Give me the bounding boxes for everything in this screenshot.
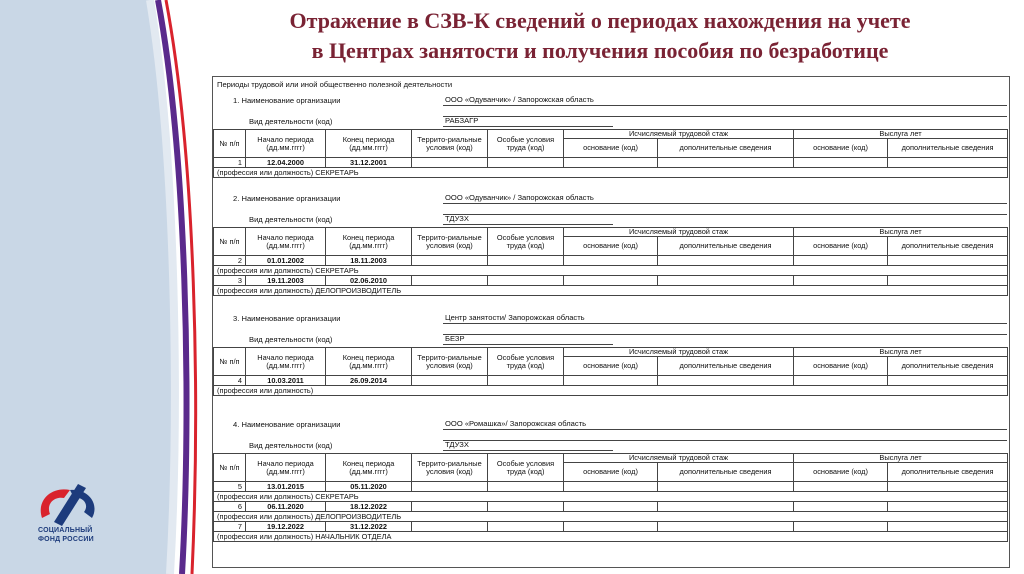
profession-cell (214, 168, 1008, 178)
profession-label: (профессия или должность) (217, 265, 314, 275)
header-basis: основание (код) (564, 463, 658, 482)
row-number: 4 (214, 376, 246, 386)
page-title-line2: в Центрах занятости и получения пособия по безработице (311, 38, 889, 63)
period-start: 19.11.2003 (246, 276, 326, 286)
org-name-value: ООО «Одуванчик» / Запорожская область (445, 193, 594, 202)
profession-cell (214, 286, 1008, 296)
header-num: № п/п (214, 348, 246, 376)
header-end: Конец периода (дд.мм.гггг) (326, 130, 412, 158)
profession-label: (профессия или должность) (217, 491, 314, 501)
empty-cell (658, 482, 794, 492)
period-end: 31.12.2001 (326, 158, 412, 168)
profession-cell (214, 386, 1008, 396)
profession-label: (профессия или должность) (217, 167, 314, 177)
period-start: 12.04.2000 (246, 158, 326, 168)
empty-cell (564, 482, 658, 492)
table-row (214, 276, 1008, 286)
header-end: Конец периода (дд.мм.гггг) (326, 454, 412, 482)
period-start: 06.11.2020 (246, 502, 326, 512)
org-label-text: Наименование организации (241, 96, 341, 105)
header-special: Особые условия труда (код) (488, 454, 564, 482)
org-name-value: ООО «Ромашка»/ Запорожская область (445, 419, 587, 428)
period-start: 01.01.2002 (246, 256, 326, 266)
header-extra-service: дополнительные сведения (888, 237, 1008, 256)
header-territory: Террито-риальные условия (код) (412, 454, 488, 482)
empty-cell (412, 522, 488, 532)
activity-label: Вид деятельности (код) (249, 441, 333, 450)
row-number: 1 (214, 158, 246, 168)
org-name-underline (443, 105, 1007, 106)
org-label-text: Наименование организации (241, 420, 341, 429)
profession-value: СЕКРЕТАРЬ (315, 491, 359, 501)
empty-cell (412, 276, 488, 286)
activity-value: ТДУЗХ (445, 214, 469, 223)
empty-cell (412, 376, 488, 386)
org-number: 3. (233, 314, 240, 323)
header-extra: дополнительные сведения (658, 357, 794, 376)
empty-cell (888, 158, 1008, 168)
header-service: Выслуга лет (794, 454, 1008, 463)
org-name-underline-2 (443, 214, 1007, 215)
profession-row (214, 286, 1008, 296)
period-end: 26.09.2014 (326, 376, 412, 386)
profession-value: ДЕЛОПРОИЗВОДИТЕЛЬ (315, 511, 402, 521)
org-name-underline (443, 203, 1007, 204)
periods-table (213, 347, 1008, 396)
table-row (214, 256, 1008, 266)
profession-row (214, 532, 1008, 542)
header-num: № п/п (214, 454, 246, 482)
activity-label: Вид деятельности (код) (249, 117, 333, 126)
empty-cell (658, 158, 794, 168)
empty-cell (412, 158, 488, 168)
org-label-text: Наименование организации (241, 194, 341, 203)
table-row (214, 376, 1008, 386)
header-calc-exp: Исчисляемый трудовой стаж (564, 454, 794, 463)
header-start: Начало периода (дд.мм.гггг) (246, 454, 326, 482)
profession-label: (профессия или должность) (217, 531, 314, 541)
row-number: 7 (214, 522, 246, 532)
profession-value: ДЕЛОПРОИЗВОДИТЕЛЬ (315, 285, 402, 295)
header-basis-service: основание (код) (794, 357, 888, 376)
empty-cell (412, 256, 488, 266)
header-num: № п/п (214, 130, 246, 158)
profession-row (214, 512, 1008, 522)
header-calc-exp: Исчисляемый трудовой стаж (564, 348, 794, 357)
header-basis: основание (код) (564, 139, 658, 158)
empty-cell (888, 256, 1008, 266)
activity-label: Вид деятельности (код) (249, 335, 333, 344)
period-end: 18.12.2022 (326, 502, 412, 512)
table-row (214, 482, 1008, 492)
empty-cell (794, 158, 888, 168)
org-name-underline-2 (443, 440, 1007, 441)
empty-cell (794, 482, 888, 492)
empty-cell (488, 158, 564, 168)
header-calc-exp: Исчисляемый трудовой стаж (564, 228, 794, 237)
szv-k-form (212, 76, 1010, 568)
page-title (185, 6, 1015, 66)
empty-cell (564, 502, 658, 512)
header-basis-service: основание (код) (794, 139, 888, 158)
empty-cell (658, 502, 794, 512)
profession-cell (214, 512, 1008, 522)
org-name-underline (443, 323, 1007, 324)
empty-cell (564, 276, 658, 286)
empty-cell (794, 256, 888, 266)
empty-cell (888, 376, 1008, 386)
header-end: Конец периода (дд.мм.гггг) (326, 348, 412, 376)
header-service: Выслуга лет (794, 348, 1008, 357)
header-basis: основание (код) (564, 237, 658, 256)
row-number: 3 (214, 276, 246, 286)
header-extra: дополнительные сведения (658, 139, 794, 158)
header-start: Начало периода (дд.мм.гггг) (246, 130, 326, 158)
profession-label: (профессия или должность) (217, 285, 314, 295)
row-number: 5 (214, 482, 246, 492)
logo-caption (38, 526, 94, 544)
empty-cell (412, 482, 488, 492)
period-start: 13.01.2015 (246, 482, 326, 492)
empty-cell (564, 158, 658, 168)
org-name-value: ООО «Одуванчик» / Запорожская область (445, 95, 594, 104)
empty-cell (658, 522, 794, 532)
header-special: Особые условия труда (код) (488, 130, 564, 158)
period-end: 18.11.2003 (326, 256, 412, 266)
empty-cell (488, 522, 564, 532)
activity-underline (443, 126, 613, 127)
logo-caption-line1: СОЦИАЛЬНЫЙ (38, 527, 93, 534)
org-label (233, 96, 340, 105)
org-name-underline (443, 429, 1007, 430)
period-end: 31.12.2022 (326, 522, 412, 532)
periods-table (213, 453, 1008, 542)
header-basis-service: основание (код) (794, 237, 888, 256)
header-territory: Террито-риальные условия (код) (412, 348, 488, 376)
empty-cell (564, 376, 658, 386)
org-label-text: Наименование организации (241, 314, 341, 323)
activity-underline (443, 344, 613, 345)
empty-cell (564, 256, 658, 266)
profession-value: НАЧАЛЬНИК ОТДЕЛА (315, 531, 392, 541)
activity-value: ТДУЗХ (445, 440, 469, 449)
empty-cell (794, 522, 888, 532)
org-number: 1. (233, 96, 240, 105)
profession-value: СЕКРЕТАРЬ (315, 167, 359, 177)
profession-cell (214, 266, 1008, 276)
header-service: Выслуга лет (794, 228, 1008, 237)
profession-cell (214, 532, 1008, 542)
org-name-value: Центр занятости/ Запорожская область (445, 313, 585, 322)
empty-cell (658, 376, 794, 386)
activity-label: Вид деятельности (код) (249, 215, 333, 224)
empty-cell (794, 502, 888, 512)
header-extra: дополнительные сведения (658, 237, 794, 256)
org-name-underline-2 (443, 334, 1007, 335)
empty-cell (888, 502, 1008, 512)
empty-cell (794, 276, 888, 286)
activity-underline (443, 450, 613, 451)
table-row (214, 158, 1008, 168)
header-basis-service: основание (код) (794, 463, 888, 482)
header-num: № п/п (214, 228, 246, 256)
period-end: 02.06.2010 (326, 276, 412, 286)
org-label (233, 194, 340, 203)
activity-value: БЕЗР (445, 334, 465, 343)
empty-cell (488, 502, 564, 512)
header-special: Особые условия труда (код) (488, 348, 564, 376)
activity-underline (443, 224, 613, 225)
org-number: 4. (233, 420, 240, 429)
empty-cell (412, 502, 488, 512)
logo-caption-line2: ФОНД РОССИИ (38, 536, 94, 543)
profession-label: (профессия или должность) (217, 511, 314, 521)
profession-row (214, 266, 1008, 276)
row-number: 2 (214, 256, 246, 266)
profession-cell (214, 492, 1008, 502)
periods-table (213, 129, 1008, 178)
profession-label: (профессия или должность) (217, 385, 314, 395)
empty-cell (888, 276, 1008, 286)
header-calc-exp: Исчисляемый трудовой стаж (564, 130, 794, 139)
header-start: Начало периода (дд.мм.гггг) (246, 228, 326, 256)
header-extra-service: дополнительные сведения (888, 139, 1008, 158)
header-territory: Террито-риальные условия (код) (412, 130, 488, 158)
org-number: 2. (233, 194, 240, 203)
org-label (233, 420, 340, 429)
empty-cell (488, 376, 564, 386)
header-extra-service: дополнительные сведения (888, 463, 1008, 482)
profession-row (214, 492, 1008, 502)
empty-cell (564, 522, 658, 532)
header-start: Начало периода (дд.мм.гггг) (246, 348, 326, 376)
profession-value: СЕКРЕТАРЬ (315, 265, 359, 275)
org-label (233, 314, 340, 323)
header-basis: основание (код) (564, 357, 658, 376)
header-extra: дополнительные сведения (658, 463, 794, 482)
period-end: 05.11.2020 (326, 482, 412, 492)
empty-cell (488, 482, 564, 492)
empty-cell (658, 256, 794, 266)
header-special: Особые условия труда (код) (488, 228, 564, 256)
header-territory: Террито-риальные условия (код) (412, 228, 488, 256)
empty-cell (488, 276, 564, 286)
header-end: Конец периода (дд.мм.гггг) (326, 228, 412, 256)
org-name-underline-2 (443, 116, 1007, 117)
header-service: Выслуга лет (794, 130, 1008, 139)
empty-cell (888, 482, 1008, 492)
empty-cell (658, 276, 794, 286)
profession-row (214, 386, 1008, 396)
header-extra-service: дополнительные сведения (888, 357, 1008, 376)
row-number: 6 (214, 502, 246, 512)
sfr-logo-icon (34, 478, 104, 528)
empty-cell (888, 522, 1008, 532)
table-row (214, 502, 1008, 512)
period-start: 19.12.2022 (246, 522, 326, 532)
activity-value: РАБЗАГР (445, 116, 479, 125)
periods-table (213, 227, 1008, 296)
table-row (214, 522, 1008, 532)
form-section-title: Периоды трудовой или иной общественно полезной деятельности (217, 80, 453, 89)
period-start: 10.03.2011 (246, 376, 326, 386)
empty-cell (794, 376, 888, 386)
empty-cell (488, 256, 564, 266)
profession-row (214, 168, 1008, 178)
page-title-line1: Отражение в СЗВ-К сведений о периодах нахождения на учете (289, 8, 911, 33)
